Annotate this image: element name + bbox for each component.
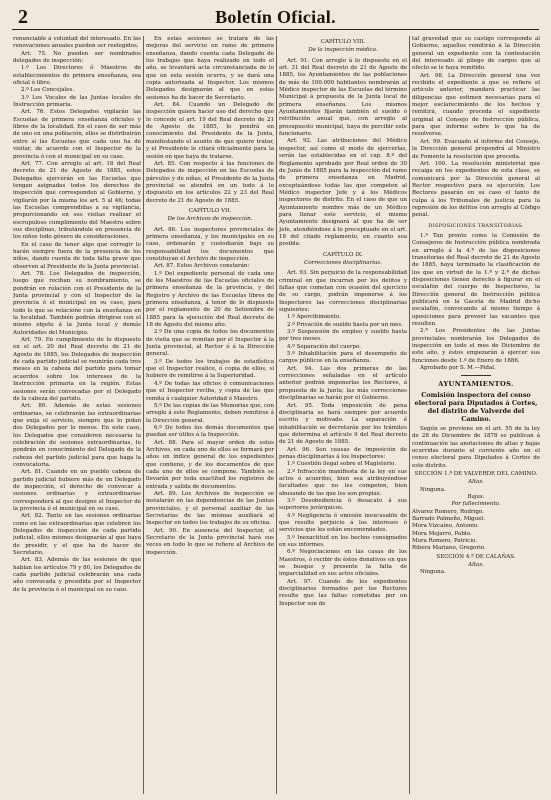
column-3 bbox=[279, 36, 407, 796]
article-paragraph: Art. 99. Evacuado el informe del Consejo, la Dirección general propondrá al Ministro de Fomento la resolución que proceda. bbox=[412, 138, 540, 160]
altas-label: Altas. bbox=[468, 562, 484, 568]
chapter-heading: CAPÍTULO VII. bbox=[188, 207, 232, 214]
chapter-subtitle: De los Archivos de inspección. bbox=[167, 216, 253, 223]
paragraph: 4.º Negligencia ó omisión inexcusable de que resulte perjuicio á los intereses ó servicios que les están encomendados. bbox=[279, 512, 407, 534]
article-paragraph: Art. 81. Cuando en un pueblo cabeza de partido judicial hubiere más de un Delegado de inspección, el derecho de convocar á sesiones ordinarias y extraordinarias corresponderá al que designe el Inspector de la provincia ó el municipal en su caso. bbox=[13, 469, 141, 512]
name-entry: Mora Vizcaíno, Antonio. bbox=[412, 523, 479, 530]
article-paragraph: Art. 75. No pueden ser nombrados delegados de inspección: bbox=[13, 50, 141, 65]
article-paragraph: Art. 89. Los Archivos de inspección se instalarán en las dependencias de las Juntas provinciales, y el personal auxiliar de las Secretarías de las mismas auxiliará al Inspector en todos los trabajos de su oficina. bbox=[146, 490, 274, 527]
article-paragraph: Art. 83. Además de las sesiones de que hablan los artículos 79 y 80, los Delegados de cada partido judicial celebrarán una cada año convocada y presidida por el Inspector de la provincia ó el municipal en su caso. bbox=[13, 557, 141, 593]
article-paragraph: Art. 79. En cumplimiento de lo dispuesto en el art. 20 del Real decreto de 21 de Agosto de 1885, los Delegados de inspección de cada partido judicial se reunirán cada tres meses en la cabeza del partido para tomar acuerdos sobre los intereses de la Instrucción primaria en la región. Estas sesiones serán convocadas por el Delegado de la cabeza del partido. bbox=[13, 337, 141, 402]
article-paragraph: Art. 76. Estos Delegados vigilarán las Escuelas de primera enseñanza oficiales y libres de la localidad. En el caso de ser más de uno en una población, ellos se distribuirán entre sí las Escuelas que cada uno ha de visitar, de acuerdo con el Inspector de la provincia ó con el municipal en su caso. bbox=[13, 109, 141, 160]
article-paragraph: Art. 82. Tanto en las sesiones ordinarias como en las extraordinarias que celebren los Delegados de inspección de cada partido judicial, ellos mismos designarán al que haya de presidir, y el que ha de hacer de Secretario. bbox=[13, 513, 141, 557]
paragraph: 4.º De todas las oficios ó comunicaciones que el Inspector reciba, y copia de las que remita á cualquier Autoridad ó Maestro. bbox=[146, 380, 274, 402]
paragraph: 4.º Separación del cuerpo. bbox=[287, 343, 362, 350]
none-entry: Ninguna. bbox=[420, 486, 446, 493]
article-paragraph: Art. 86. Los inspectores provinciales de primera enseñanza, y los municipales en su caso, ordenarán y custodiarán bajo su responsabilidad los documentos que constituyan el Archivo de inspección. bbox=[146, 226, 274, 262]
paragraph: tal gravedad que su castigo corresponde al Gobierno, aquellos remitirán á la Dirección general un expediente con la contestación del interesado al pliego de cargos que al efecto se le haya remitido. bbox=[412, 36, 540, 72]
name-entry: Ribera Mariano, Gregorio. bbox=[412, 545, 486, 552]
article-paragraph: Art. 91. Con arreglo á lo dispuesto en el art. 31 del Real decreto de 21 de Agosto de 1885, los Ayuntamientos de las poblaciones de más de 100.000 habitantes nombrarán al Médico inspector de las Escuelas del término Municipal á propuesta de la Junta local de primera enseñanza. Los mismos Ayuntamientos fijarán también el sueldo ó retribución anual que, con arreglo al presupuesto municipal, haya de percibir este funcionario. bbox=[279, 57, 407, 138]
paragraph: 6.º Negociaciones en las casas de los Maestros, ó recibir de éstos donativos en que se busque y presente la falta de imparcialidad en sus actos oficiales. bbox=[279, 549, 407, 578]
paragraph: En estas sesiones se tratará de las mejoras del servicio en ramo de primera enseñanza, dando cuenta cada Delegado de los trabajos que haya realizado en todo el año, se levantará acta circunstanciada de lo que en esta sesión ocurra, y se dará una copia autorizada al Inspector. Los mismos Delegados designarán al que en estas sesiones ha de hacer de Secretario. bbox=[146, 36, 274, 101]
bajas-label: Bajas. bbox=[467, 493, 485, 500]
article-paragraph: Art. 90. En ausencia del Inspector, el Secretario de la Junta provincial hará sus veces en todo lo que se refiere al Archivo de inspección. bbox=[146, 527, 274, 556]
column-divider bbox=[409, 36, 410, 794]
paragraph: 3.º Desobediencia ó desacato á sus superiores jerárquicos. bbox=[279, 497, 407, 512]
paragraph: Según se previene en el art. 55 de la ley de 28 de Diciembre de 1878 se publican á continuación las anotaciones de altas y bajas ocurridas durante el corriente año en el censo electoral para Diputados á Cortes de este distrito. bbox=[412, 425, 540, 469]
none-entry: Ninguna. bbox=[420, 569, 446, 576]
chapter-subtitle: De la inspección médica. bbox=[308, 47, 378, 54]
signature-line: Aprobado por S. M.—Pidal. bbox=[420, 365, 496, 372]
paragraph: 2.º Privación de sueldo hasta por un mes. bbox=[287, 321, 403, 328]
publication-title: Boletín Oficial. bbox=[215, 7, 336, 27]
article-paragraph: Art. 78. Los Delegados de inspección, luego que reciban su nombramiento, se pondrán en relación con el Presidente de la Junta provincial y con el Inspector de la provincia ó el municipal en su caso, para todo lo que se relacione con la enseñanza en la localidad. También podrán dirigirse con el mismo objeto á la Junta local y demás Autoridades del Municipio. bbox=[13, 271, 141, 336]
article-paragraph: Art. 95. Toda imposición de pena disciplinaria se hará siempre por acuerdo escrito y motivado. La separación é inhabilitación se decretarán por los trámites que determina el artículo 9 del Real decreto de 21 de Agosto de 1885. bbox=[279, 402, 407, 446]
article-paragraph: Art. 85. Con respecto á las funciones de Delegados de inspección en las Escuelas de párvulos y de niñas, el Presidente de la Junta provincial se atendrá en un todo á lo dispuesto en los artículos 22 y 23 del Real decreto de 21 de Agosto de 1885. bbox=[146, 160, 274, 204]
column-divider bbox=[143, 36, 144, 794]
paragraph: 1.ª Tan pronto como la Comisión de Consejeros de Instrucción pública nombrada en arreglo á la 4.ª de las disposiciones transitorias del Real decreto de 21 de Agosto de 1885, haya terminado la clasificación de los que en virtud de la 1.ª y 2.ª de dichas disposiciones tienen derecho á figurar en el escalafón del cuerpo de Inspectores, la Dirección general de Instrucción pública publicará en la Gaceta de Madrid dicho escalafón, convocando al mismo tiempo á oposiciones para proveer las vacantes que resulten. bbox=[412, 232, 540, 328]
header-rule bbox=[12, 29, 539, 30]
article-paragraph: Art. 88. Para el mayor orden de estos Archivos, en cada uno de ellos se formará por años un índice general de los expedientes que contiene, y de los documentos de que cada uno de ellos se compone. También se llevarán por toda exactitud los registros de entrada y salida de documentos. bbox=[146, 439, 274, 490]
article-paragraph: Art. 94. Las dos primeras de las correcciones señaladas en el artículo anterior podrán imponerlas los Rectores, á propuesta de la Junta; las más correcciones disciplinarias se harán por el Gobierno. bbox=[279, 365, 407, 402]
paragraph: 3.º Los Vocales de las Juntas locales de Instrucción primaria. bbox=[13, 94, 141, 109]
paragraph: 5.º Inhabilitación para el desempeño de cargos públicos en la enseñanza. bbox=[279, 351, 407, 365]
article-paragraph: Art. 92. Las atribuciones del Médico inspector, así como el modo de ejercerlas, serán las establecidas en el cap. 8.º del Reglamento aprobado por Real orden de 30 de Junio de 1885 para la inspección del ramo de primera enseñanza en Madrid, exceptuándose todas las que competen al Médico inspector Jefe y á los Médicos inspectores de distrito. En el caso de que un Ayuntamiento nombre más de un Médico para llenar este servicio, el mismo Ayuntamiento designará al que ha de ser Jefe, atendiéndose á lo preceptuado en el art. 18 del citado reglamento, en cuanto sea posible. bbox=[279, 138, 407, 248]
paragraph: 2.ª Los Presidentes de las Juntas provinciales nombrarán los Delegados de inspección en todo el mes de Diciembre de este año, y éstos empezarán á ejercer sus funciones desde 1.º de Enero de 1886. bbox=[412, 328, 540, 364]
article-paragraph: Art. 77. Con arreglo al art. 18 del Real decreto de 21 de Agosto de 1885, estos Delegados ejercerán en las Escuelas que tengan asignadas todos los derechos de inspección que corresponden al Gobierno, y vigilarán por la misma los art. 5 al 46; todas las Escuelas comprendidas a su vigilancia, proporcionando en sus visitas realizar el escrupuloso cumplimiento del Maestro sobre sus disciplinas, tributándole en presencia de los niños todo género de consideraciones. bbox=[13, 160, 141, 241]
page-number: 2 bbox=[18, 6, 28, 28]
section-rule bbox=[461, 375, 491, 376]
paragraph: 1.º Los Directores ó Maestros de establecimientos de primera enseñanza, sea oficial ó libre. bbox=[13, 65, 141, 87]
article-paragraph: Art. 87. Estos Archivos constarán: bbox=[154, 263, 250, 270]
column-2 bbox=[146, 36, 274, 796]
paragraph: 6.º De todos los demás documentos que puedan ser útiles á la Inspección. bbox=[146, 424, 274, 439]
paragraph: 2.º Los Concejales. bbox=[21, 87, 75, 94]
article-paragraph: Art. 84. Cuando un Delegado de inspección quiera hacer uso del derecho que le concede el art. 19 del Real decreto de 21 de Agosto de 1885, lo pondrá en conocimiento del Presidente de la Junta, manifestando el asunto de que quiere tratar, y el Presidente le citará oficialmente para la sesión en que haya de tratarse. bbox=[146, 102, 274, 160]
paragraph: 3.º Suspensión de empleo y sueldo hasta por tres meses. bbox=[279, 329, 407, 343]
paragraph: 2.º De una copia de todos los documentos de visita que se remitan por el Inspector á la Junta provincial, al Rector ó á la Dirección general. bbox=[146, 329, 274, 358]
altas-label: Altas. bbox=[468, 479, 484, 486]
fallecimiento-label: Por fallecimiento. bbox=[451, 501, 501, 508]
chapter-subtitle: Correcciones disciplinarias. bbox=[304, 259, 382, 266]
name-entry: Mora Romero, Patricio. bbox=[412, 537, 478, 544]
paragraph: 3.º De todos los trabajos de estadística que el Inspector realice, ó copia de ellos, si hubiere de remitirse á la Superioridad. bbox=[146, 358, 274, 380]
paragraph: 2.º Infracción manifiesta de la ley en sus actos ó acuerdos, bien sea atribuyéndose facultades que no les competen, bien abusando de las que les son propias. bbox=[279, 468, 407, 497]
article-paragraph: Art. 80. Además de estas sesiones ordinarias, se celebrarán las extraordinarias que exija el servicio, siempre que lo pidan dos Delegados por lo menos. En este caso, los Delegados que consideren necesaria la celebración de sesiones extraordinarias, lo pondrán en conocimiento del Delegado de la cabeza del partido judicial para que haga la convocatoria. bbox=[13, 403, 141, 468]
article-paragraph: Art. 97. Cuando de los expedientes disciplinarios formados por los Rectores resulte que las faltas cometidas por un Inspector son de bbox=[279, 578, 407, 607]
column-4 bbox=[412, 36, 540, 796]
paragraph: En el caso de tener algo que corregir lo harán siempre fuera de la presencia de los niños, dando cuenta de toda falta grave que observen al Presidente de la Junta provincial. bbox=[13, 241, 141, 270]
paragraph: 5.º De las copias de las Memorias que, con arreglo á este Reglamento, deben remitirse á la Dirección general. bbox=[146, 402, 274, 424]
column-1 bbox=[13, 36, 141, 796]
section-heading: AYUNTAMIENTOS. bbox=[438, 380, 514, 389]
paragraph: 1.º Del expediente personal de cada uno de los Maestros de las Escuelas oficiales de primera enseñanza de la provincia, y del Registro y Archivo de las Escuelas libres de primera enseñanza, á tenor de lo dispuesto por el reglamento de 20 de Setiembre de 1885 para la ejecución del Real decreto de 18 de Agosto del mismo año. bbox=[146, 270, 274, 329]
paragraph: 1.º Apercibimiento. bbox=[287, 314, 342, 321]
article-paragraph: Art. 100. La resolución ministerial que recaiga en los expedientes de esta clase, se comunicará por la Dirección general al Rector respectivo para su ejecución. Los Rectores pasarán en su caso el tanto de culpa á los Tribunales de justicia para la represión de los delitos con arreglo al Código penal. bbox=[412, 160, 540, 219]
electoral-section-heading: SECCIÓN 4.ª DE CALAÑAS. bbox=[436, 553, 516, 560]
commission-title: Comisión inspectora del censo electoral para Diputados á Cortes, del distrito de Valverde del Camino. bbox=[414, 390, 538, 423]
paragraph: renunciable á voluntad del interesado. En las renovaciones anuales pueden ser reelegidos. bbox=[13, 36, 141, 50]
transitory-heading: DISPOSICIONES TRANSITORIAS. bbox=[428, 222, 524, 229]
article-paragraph: Art. 96. Son causas de imposición de penas disciplinarias á los Inspectores: bbox=[279, 446, 407, 460]
name-entry: Alvarez Romero, Rodrigo. bbox=[412, 508, 484, 515]
paragraph: 5.º Inexactitud en los hechos consignados en sus informes. bbox=[279, 534, 407, 549]
chapter-heading: CAPÍTULO VIII. bbox=[320, 39, 366, 45]
article-paragraph: Art. 98. La Dirección general una vez recibido el expediente á que se refiere el artículo anterior, mandará practicar las diligencias que estimen necesarias para el mejor esclarecimiento de los hechos y remitirá, cuando proceda el expediente original al Consejo de Instrucción pública, para que informe sobre lo que ha de resolverse. bbox=[412, 72, 540, 138]
name-entry: Mora Mojarro, Pablo. bbox=[412, 530, 472, 537]
column-divider bbox=[276, 36, 277, 794]
electoral-section-heading: SECCIÓN 1.ª DE VALVERDE DEL CAMINO. bbox=[414, 470, 538, 477]
chapter-heading: CAPÍTULO IX. bbox=[322, 251, 364, 258]
page-header bbox=[10, 4, 541, 30]
paragraph: 1.º Cuestión ilegal sobre el Magisterio. bbox=[287, 461, 396, 468]
article-paragraph: Art. 93. Sin perjuicio de la responsabilidad criminal en que incurran por los delitos y faltas que cometan con ocasión del ejercicio de su cargo, podrán imponerse á los Inspectores las correcciones disciplinarias siguientes: bbox=[279, 270, 407, 314]
name-entry: Barrado Palmeño, Miguel. bbox=[412, 515, 485, 522]
